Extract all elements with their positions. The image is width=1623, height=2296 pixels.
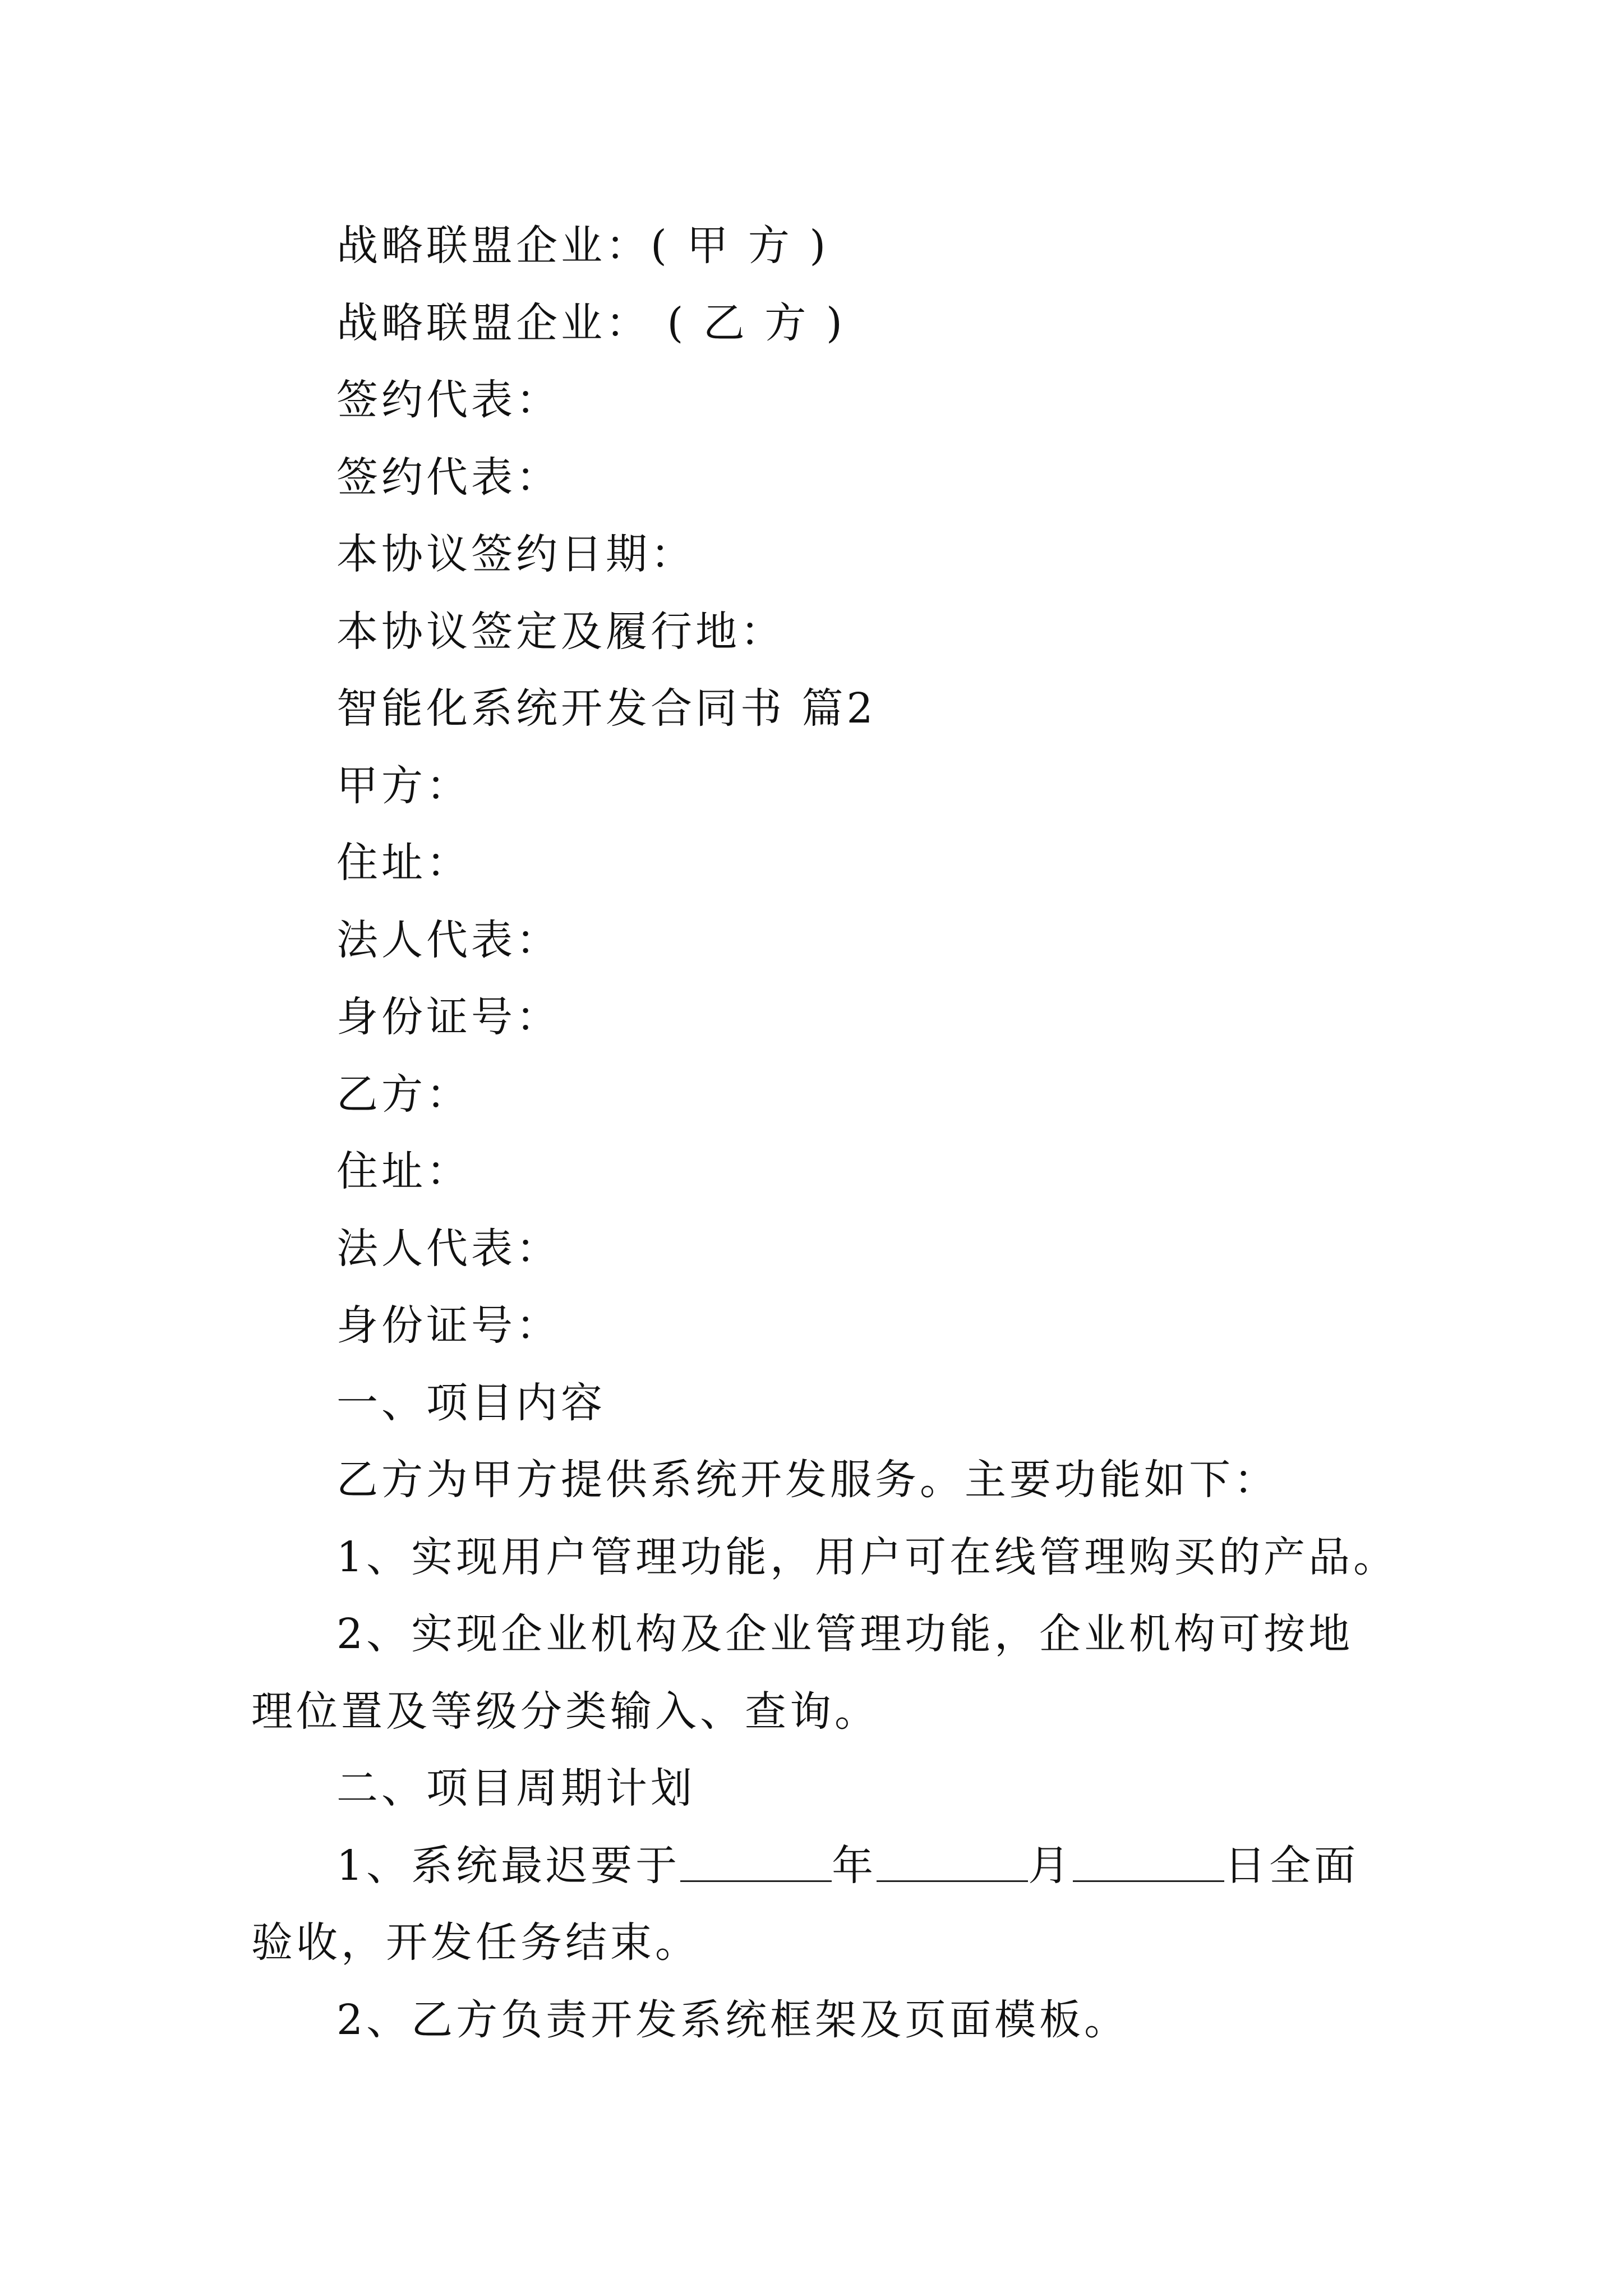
- signing-date-line: 本协议签约日期：: [336, 530, 695, 578]
- section-2-item-1: [251, 1828, 1384, 1982]
- party-a-legal-rep: 法人代表：: [336, 915, 561, 964]
- party-b-legal-rep: 法人代表：: [336, 1224, 561, 1273]
- document-body: [251, 208, 1399, 2059]
- section-1-title: 一、项目内容: [336, 1378, 606, 1427]
- signing-place-line: 本协议签定及履行地：: [336, 607, 785, 656]
- month-blank: [877, 1839, 1028, 1882]
- section-1-item-2: 2、实现企业机构及企业管理功能，企业机构可按地理位置及等级分类输入、查询。: [251, 1610, 1354, 1736]
- contract-title: 智能化系统开发合同书 篇2: [336, 684, 877, 733]
- party-b-label: 乙方：: [336, 1070, 471, 1119]
- day-blank: [1073, 1839, 1224, 1882]
- section-1-item-1: 1、实现用户管理功能，用户可在线管理购买的产品。: [336, 1533, 1399, 1581]
- schedule-prefix: 1、系统最迟要于: [336, 1841, 681, 1890]
- schedule-year: 年: [832, 1841, 877, 1890]
- schedule-month: 月: [1028, 1841, 1073, 1890]
- signatory-line-2: 签约代表：: [336, 453, 561, 501]
- party-a-alliance-line: 战略联盟企业：( 甲 方 ): [336, 222, 829, 270]
- section-2-title: 二、项目周期计划: [336, 1764, 695, 1812]
- section-2-item-2: 2、乙方负责开发系统框架及页面模板。: [336, 1995, 1129, 2044]
- party-a-id-number: 身份证号：: [336, 993, 561, 1041]
- party-a-label: 甲方：: [336, 761, 471, 810]
- party-b-address: 住址：: [336, 1147, 471, 1195]
- signatory-line-1: 签约代表：: [336, 376, 561, 424]
- section-1-intro: 乙方为甲方提供系统开发服务。主要功能如下：: [336, 1456, 1279, 1504]
- party-b-id-number: 身份证号：: [336, 1301, 561, 1350]
- party-b-alliance-line: 战略联盟企业： ( 乙 方 ): [336, 298, 846, 347]
- year-blank: [680, 1839, 832, 1882]
- schedule-suffix: 日全面验收，开发任务结束。: [251, 1841, 1359, 1967]
- party-a-address: 住址：: [336, 839, 471, 887]
